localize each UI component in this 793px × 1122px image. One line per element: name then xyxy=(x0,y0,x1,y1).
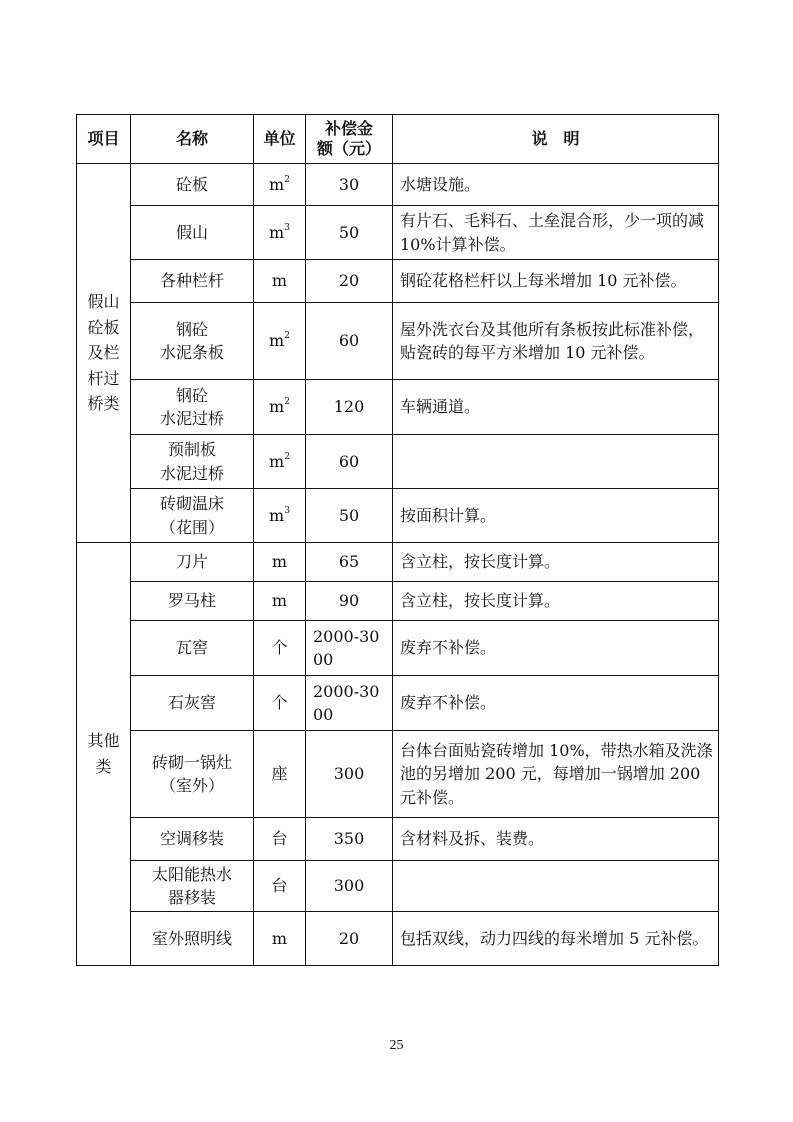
note-cell: 台体台面贴瓷砖增加 10%，带热水箱及洗涤池的另增加 200 元，每增加一锅增加 200 元补偿。 xyxy=(393,731,719,818)
unit-cell: 个 xyxy=(254,621,306,676)
note-cell: 废弃不补偿。 xyxy=(393,621,719,676)
unit-cell: 台 xyxy=(254,818,306,861)
unit-cell: $m^3$ xyxy=(254,206,306,260)
unit-superscript: 2 xyxy=(284,451,290,462)
unit-cell: $m^2$ xyxy=(254,164,306,206)
note-cell: 车辆通道。 xyxy=(393,380,719,435)
note-cell: 含立柱，按长度计算。 xyxy=(393,582,719,621)
name-cell: 瓦窖 xyxy=(131,621,254,676)
name-cell: 假山 xyxy=(131,206,254,260)
note-cell: 含立柱，按长度计算。 xyxy=(393,543,719,582)
table-row xyxy=(77,380,719,435)
table-row xyxy=(77,435,719,489)
unit-cell: 台 xyxy=(254,861,306,912)
table-row xyxy=(77,543,719,582)
amount-cell: 20 xyxy=(306,260,393,303)
amount-cell: 2000-30 00 xyxy=(306,621,393,676)
name-cell: 钢砼 水泥过桥 xyxy=(131,380,254,435)
name-cell: 太阳能热水 器移装 xyxy=(131,861,254,912)
table-row xyxy=(77,621,719,676)
unit-superscript: 2 xyxy=(284,397,290,408)
amount-cell: 120 xyxy=(306,380,393,435)
header-item: 项目 xyxy=(77,115,131,164)
name-cell: 各种栏杆 xyxy=(131,260,254,303)
note-cell: 水塘设施。 xyxy=(393,164,719,206)
table-row xyxy=(77,206,719,260)
name-cell: 刀片 xyxy=(131,543,254,582)
header-unit: 单位 xyxy=(254,115,306,164)
header-amount xyxy=(306,115,393,164)
note-cell xyxy=(393,435,719,489)
table-row xyxy=(77,260,719,303)
unit-superscript: 3 xyxy=(284,505,290,516)
unit-cell: m xyxy=(254,582,306,621)
table-row xyxy=(77,861,719,912)
unit-cell: m xyxy=(254,543,306,582)
table-row xyxy=(77,676,719,731)
name-cell: 预制板 水泥过桥 xyxy=(131,435,254,489)
amount-cell: 300 xyxy=(306,731,393,818)
table-row xyxy=(77,303,719,380)
name-cell: 石灰窖 xyxy=(131,676,254,731)
table-row xyxy=(77,731,719,818)
note-cell: 钢砼花格栏杆以上每米增加 10 元补偿。 xyxy=(393,260,719,303)
note-cell: 屋外洗衣台及其他所有条板按此标准补偿，贴瓷砖的每平方米增加 10 元补偿。 xyxy=(393,303,719,380)
name-cell: 罗马柱 xyxy=(131,582,254,621)
name-cell: 钢砼 水泥条板 xyxy=(131,303,254,380)
amount-cell: 30 xyxy=(306,164,393,206)
category-cell xyxy=(77,543,131,966)
amount-cell: 2000-30 00 xyxy=(306,676,393,731)
unit-cell: $m^2$ xyxy=(254,380,306,435)
amount-cell: 300 xyxy=(306,861,393,912)
note-cell: 按面积计算。 xyxy=(393,489,719,543)
amount-cell: 90 xyxy=(306,582,393,621)
amount-cell: 20 xyxy=(306,912,393,966)
amount-cell: 65 xyxy=(306,543,393,582)
unit-cell: $m^2$ xyxy=(254,435,306,489)
compensation-table xyxy=(76,114,719,966)
note-cell: 含材料及拆、装费。 xyxy=(393,818,719,861)
header-name: 名称 xyxy=(131,115,254,164)
category-label: 假山砼板及栏杆过桥类 xyxy=(87,292,120,414)
unit-superscript: 3 xyxy=(284,222,290,233)
name-cell: 砼板 xyxy=(131,164,254,206)
amount-cell: 60 xyxy=(306,303,393,380)
amount-cell: 60 xyxy=(306,435,393,489)
name-cell: 空调移装 xyxy=(131,818,254,861)
unit-cell: m xyxy=(254,260,306,303)
amount-cell: 50 xyxy=(306,489,393,543)
page-number: 25 xyxy=(389,1038,404,1053)
name-cell: 室外照明线 xyxy=(131,912,254,966)
unit-cell: 个 xyxy=(254,676,306,731)
unit-superscript: 2 xyxy=(284,174,290,185)
header-row xyxy=(77,115,719,164)
amount-cell: 50 xyxy=(306,206,393,260)
unit-cell: 座 xyxy=(254,731,306,818)
header-amount-line2: 额（元） xyxy=(316,139,381,158)
category-label: 其他类 xyxy=(87,731,120,776)
table-row xyxy=(77,818,719,861)
amount-cell: 350 xyxy=(306,818,393,861)
table-row xyxy=(77,912,719,966)
table-row xyxy=(77,582,719,621)
note-cell xyxy=(393,861,719,912)
note-cell: 包括双线，动力四线的每米增加 5 元补偿。 xyxy=(393,912,719,966)
table-row xyxy=(77,164,719,206)
unit-cell: m xyxy=(254,912,306,966)
name-cell: 砖砌温床 （花围） xyxy=(131,489,254,543)
header-amount-line1: 补偿金 xyxy=(324,119,373,138)
note-cell: 废弃不补偿。 xyxy=(393,676,719,731)
unit-superscript: 2 xyxy=(284,331,290,342)
name-cell: 砖砌一锅灶 （室外） xyxy=(131,731,254,818)
table-row xyxy=(77,489,719,543)
category-cell xyxy=(77,164,131,543)
header-note: 说 明 xyxy=(393,115,719,164)
note-cell: 有片石、毛料石、土垒混合形，少一项的减 10%计算补偿。 xyxy=(393,206,719,260)
unit-cell: $m^3$ xyxy=(254,489,306,543)
unit-cell: $m^2$ xyxy=(254,303,306,380)
